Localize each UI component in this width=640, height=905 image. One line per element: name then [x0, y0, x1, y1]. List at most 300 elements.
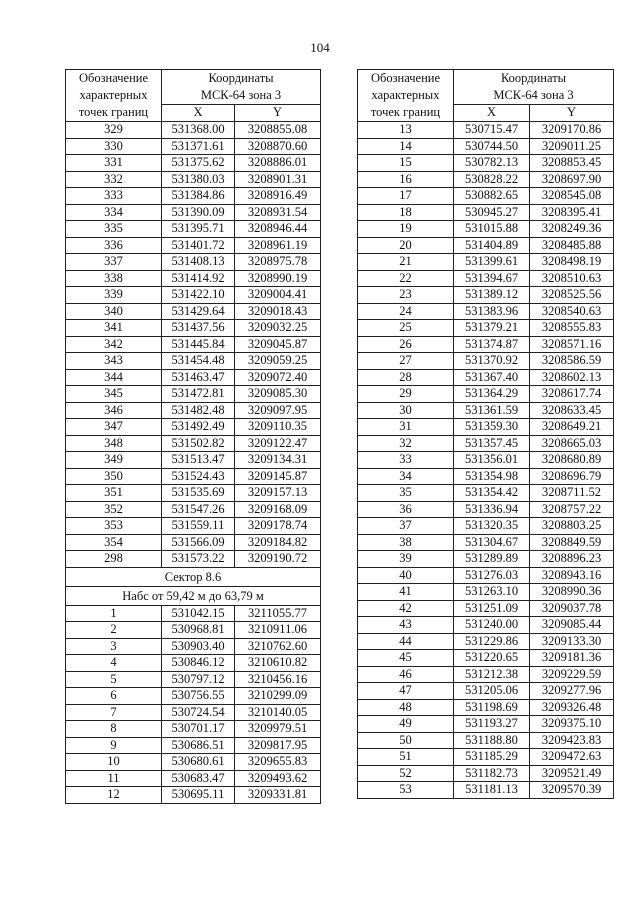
table-row	[66, 320, 321, 337]
table-row	[66, 622, 321, 639]
x-coordinate-cell: 531404.89	[454, 237, 530, 254]
y-coordinate-cell: 3208485.88	[530, 237, 614, 254]
point-id-cell: 351	[66, 485, 162, 502]
page-number: 104	[310, 40, 330, 55]
point-id-cell: 52	[358, 765, 454, 782]
table-row	[66, 704, 321, 721]
coordinates-header-line2: МСК-64 зона 3	[493, 88, 574, 103]
table-row	[66, 435, 321, 452]
point-id-cell: 48	[358, 699, 454, 716]
x-coordinate-cell: 531042.15	[162, 605, 235, 622]
x-coordinate-cell: 531354.98	[454, 468, 530, 485]
point-id-cell: 18	[358, 204, 454, 221]
x-coordinate-cell: 531015.88	[454, 221, 530, 238]
x-header: X	[162, 105, 235, 122]
table-row	[358, 402, 614, 419]
x-coordinate-cell: 530695.11	[162, 787, 235, 804]
point-id-cell: 9	[66, 737, 162, 754]
table-row	[358, 716, 614, 733]
point-id-cell: 344	[66, 369, 162, 386]
y-coordinate-cell: 3209570.39	[530, 782, 614, 799]
y-coordinate-cell: 3208649.21	[530, 419, 614, 436]
x-coordinate-cell: 531395.71	[162, 221, 235, 238]
point-id-cell: 32	[358, 435, 454, 452]
x-coordinate-cell: 531289.89	[454, 551, 530, 568]
table-row	[66, 353, 321, 370]
x-coordinate-cell: 531364.29	[454, 386, 530, 403]
table-row	[66, 369, 321, 386]
y-coordinate-cell: 3208870.60	[235, 138, 321, 155]
y-coordinate-cell: 3210140.05	[235, 704, 321, 721]
y-coordinate-cell: 3209472.63	[530, 749, 614, 766]
point-id-cell: 21	[358, 254, 454, 271]
y-coordinate-cell: 3209521.49	[530, 765, 614, 782]
table-row	[66, 638, 321, 655]
x-coordinate-cell: 531357.45	[454, 435, 530, 452]
y-coordinate-cell: 3209032.25	[235, 320, 321, 337]
x-coordinate-cell: 530683.47	[162, 770, 235, 787]
table-row	[66, 221, 321, 238]
y-coordinate-cell: 3209004.41	[235, 287, 321, 304]
x-coordinate-cell: 531524.43	[162, 468, 235, 485]
x-coordinate-cell: 531198.69	[454, 699, 530, 716]
table-row	[66, 254, 321, 271]
table-row	[358, 171, 614, 188]
x-coordinate-cell: 530756.55	[162, 688, 235, 705]
y-coordinate-cell: 3208946.44	[235, 221, 321, 238]
y-coordinate-cell: 3208525.56	[530, 287, 614, 304]
designation-header-line3: точек границ	[78, 105, 149, 119]
point-id-cell: 24	[358, 303, 454, 320]
x-coordinate-cell: 530744.50	[454, 138, 530, 155]
y-coordinate-cell: 3208849.59	[530, 534, 614, 551]
coordinates-header-line1: Координаты	[208, 71, 274, 86]
y-coordinate-cell: 3208961.19	[235, 237, 321, 254]
point-id-cell: 43	[358, 617, 454, 634]
y-coordinate-cell: 3210456.16	[235, 671, 321, 688]
x-coordinate-cell: 531379.21	[454, 320, 530, 337]
x-coordinate-cell: 531375.62	[162, 155, 235, 172]
y-coordinate-cell: 3209011.25	[530, 138, 614, 155]
table-row	[66, 518, 321, 535]
x-coordinate-cell: 530828.22	[454, 171, 530, 188]
y-coordinate-cell: 3209277.96	[530, 683, 614, 700]
x-coordinate-cell: 530782.13	[454, 155, 530, 172]
point-id-cell: 23	[358, 287, 454, 304]
table-row	[66, 386, 321, 403]
x-coordinate-cell: 531482.48	[162, 402, 235, 419]
table-row	[66, 204, 321, 221]
x-coordinate-cell: 531383.96	[454, 303, 530, 320]
x-coordinate-cell: 531188.80	[454, 732, 530, 749]
table-row	[358, 452, 614, 469]
y-coordinate-cell: 3208943.16	[530, 567, 614, 584]
table-row	[358, 600, 614, 617]
table-row	[358, 237, 614, 254]
point-id-cell: 331	[66, 155, 162, 172]
point-id-cell: 350	[66, 468, 162, 485]
table-row	[66, 787, 321, 804]
designation-header-line2: характерных	[79, 88, 148, 102]
x-coordinate-cell: 530797.12	[162, 671, 235, 688]
x-coordinate-cell: 531361.59	[454, 402, 530, 419]
table-row	[358, 221, 614, 238]
table-row	[358, 749, 614, 766]
table-row	[66, 122, 321, 139]
point-id-cell: 42	[358, 600, 454, 617]
y-header: Y	[530, 105, 614, 122]
x-coordinate-cell: 531370.92	[454, 353, 530, 370]
y-coordinate-cell: 3208896.23	[530, 551, 614, 568]
y-coordinate-cell: 3211055.77	[235, 605, 321, 622]
y-coordinate-cell: 3209178.74	[235, 518, 321, 535]
table-row	[358, 353, 614, 370]
y-coordinate-cell: 3210299.09	[235, 688, 321, 705]
left-table-body-part1	[66, 122, 321, 568]
table-row	[66, 468, 321, 485]
x-coordinate-cell: 531368.00	[162, 122, 235, 139]
point-id-cell: 51	[358, 749, 454, 766]
x-coordinate-cell: 531492.49	[162, 419, 235, 436]
y-coordinate-cell: 3208757.22	[530, 501, 614, 518]
point-id-cell: 10	[66, 754, 162, 771]
y-coordinate-cell: 3208249.36	[530, 221, 614, 238]
x-coordinate-cell: 531276.03	[454, 567, 530, 584]
sector-subtitle-row	[66, 586, 321, 605]
x-coordinate-cell: 531336.94	[454, 501, 530, 518]
table-row	[358, 435, 614, 452]
y-coordinate-cell: 3208975.78	[235, 254, 321, 271]
point-id-cell: 329	[66, 122, 162, 139]
y-coordinate-cell: 3210610.82	[235, 655, 321, 672]
table-row	[66, 501, 321, 518]
x-coordinate-cell: 531354.42	[454, 485, 530, 502]
table-row	[358, 650, 614, 667]
x-coordinate-cell: 530686.51	[162, 737, 235, 754]
table-row	[358, 633, 614, 650]
table-row	[66, 770, 321, 787]
y-coordinate-cell: 3209097.95	[235, 402, 321, 419]
y-coordinate-cell: 3208901.31	[235, 171, 321, 188]
table-row	[358, 287, 614, 304]
point-id-cell: 334	[66, 204, 162, 221]
y-coordinate-cell: 3209168.09	[235, 501, 321, 518]
point-id-cell: 36	[358, 501, 454, 518]
point-id-cell: 2	[66, 622, 162, 639]
x-coordinate-cell: 531356.01	[454, 452, 530, 469]
y-header: Y	[235, 105, 321, 122]
point-id-cell: 349	[66, 452, 162, 469]
x-coordinate-cell: 531445.84	[162, 336, 235, 353]
sector-subtitle: Набс от 59,42 м до 63,79 м	[66, 586, 321, 605]
point-id-cell: 3	[66, 638, 162, 655]
table-row	[66, 171, 321, 188]
x-coordinate-cell: 531513.47	[162, 452, 235, 469]
y-coordinate-cell: 3208990.19	[235, 270, 321, 287]
sector-block	[66, 567, 321, 605]
designation-header-line3: точек границ	[370, 105, 441, 119]
x-coordinate-cell: 531437.56	[162, 320, 235, 337]
point-id-cell: 341	[66, 320, 162, 337]
table-row	[358, 617, 614, 634]
x-coordinate-cell: 531193.27	[454, 716, 530, 733]
sector-title: Сектор 8.6	[66, 567, 321, 586]
y-coordinate-cell: 3208555.83	[530, 320, 614, 337]
table-row	[358, 666, 614, 683]
point-id-cell: 7	[66, 704, 162, 721]
x-coordinate-cell: 530715.47	[454, 122, 530, 139]
table-row	[358, 683, 614, 700]
table-row	[358, 567, 614, 584]
point-id-cell: 11	[66, 770, 162, 787]
y-coordinate-cell: 3209170.86	[530, 122, 614, 139]
y-coordinate-cell: 3209085.30	[235, 386, 321, 403]
x-coordinate-cell: 531573.22	[162, 551, 235, 568]
x-coordinate-cell: 531240.00	[454, 617, 530, 634]
y-coordinate-cell: 3209375.10	[530, 716, 614, 733]
point-id-cell: 348	[66, 435, 162, 452]
point-id-cell: 17	[358, 188, 454, 205]
table-row	[358, 551, 614, 568]
x-coordinate-cell: 531384.86	[162, 188, 235, 205]
point-id-cell: 14	[358, 138, 454, 155]
coordinates-header-line2: МСК-64 зона 3	[200, 88, 282, 103]
right-table-body	[358, 122, 614, 799]
table-row	[358, 732, 614, 749]
point-id-cell: 5	[66, 671, 162, 688]
point-id-cell: 342	[66, 336, 162, 353]
y-coordinate-cell: 3209133.30	[530, 633, 614, 650]
y-coordinate-cell: 3208696.79	[530, 468, 614, 485]
point-id-cell: 6	[66, 688, 162, 705]
point-id-cell: 340	[66, 303, 162, 320]
coordinates-header	[162, 70, 321, 105]
table-row	[66, 270, 321, 287]
point-id-cell: 41	[358, 584, 454, 601]
table-row	[358, 468, 614, 485]
point-id-cell: 298	[66, 551, 162, 568]
y-coordinate-cell: 3208602.13	[530, 369, 614, 386]
point-id-cell: 35	[358, 485, 454, 502]
y-coordinate-cell: 3209181.36	[530, 650, 614, 667]
table-row	[358, 336, 614, 353]
x-coordinate-cell: 531463.47	[162, 369, 235, 386]
y-coordinate-cell: 3208498.19	[530, 254, 614, 271]
x-coordinate-cell: 531394.67	[454, 270, 530, 287]
x-coordinate-cell: 531401.72	[162, 237, 235, 254]
y-coordinate-cell: 3208540.63	[530, 303, 614, 320]
point-id-cell: 16	[358, 171, 454, 188]
table-row	[358, 303, 614, 320]
x-coordinate-cell: 531229.86	[454, 633, 530, 650]
point-id-cell: 352	[66, 501, 162, 518]
table-row	[358, 699, 614, 716]
x-coordinate-cell: 530882.65	[454, 188, 530, 205]
y-coordinate-cell: 3209110.35	[235, 419, 321, 436]
point-id-cell: 332	[66, 171, 162, 188]
table-row	[358, 254, 614, 271]
x-coordinate-cell: 531374.87	[454, 336, 530, 353]
y-coordinate-cell: 3208855.08	[235, 122, 321, 139]
x-coordinate-cell: 531559.11	[162, 518, 235, 535]
point-id-cell: 336	[66, 237, 162, 254]
y-coordinate-cell: 3209817.95	[235, 737, 321, 754]
x-coordinate-cell: 530846.12	[162, 655, 235, 672]
point-id-cell: 346	[66, 402, 162, 419]
x-coordinate-cell: 531359.30	[454, 419, 530, 436]
table-row	[66, 485, 321, 502]
table-row	[66, 754, 321, 771]
y-coordinate-cell: 3208617.74	[530, 386, 614, 403]
y-coordinate-cell: 3208990.36	[530, 584, 614, 601]
designation-header-line1: Обозначение	[370, 71, 441, 85]
designation-header	[66, 70, 162, 122]
table-row	[358, 501, 614, 518]
table-row	[358, 204, 614, 221]
table-row	[66, 737, 321, 754]
x-coordinate-cell: 530903.40	[162, 638, 235, 655]
y-coordinate-cell: 3209134.31	[235, 452, 321, 469]
table-row	[66, 155, 321, 172]
y-coordinate-cell: 3209331.81	[235, 787, 321, 804]
point-id-cell: 338	[66, 270, 162, 287]
x-coordinate-cell: 531399.61	[454, 254, 530, 271]
point-id-cell: 39	[358, 551, 454, 568]
point-id-cell: 44	[358, 633, 454, 650]
y-coordinate-cell: 3208586.59	[530, 353, 614, 370]
x-coordinate-cell: 531185.29	[454, 749, 530, 766]
table-row	[66, 402, 321, 419]
y-coordinate-cell: 3208886.01	[235, 155, 321, 172]
y-coordinate-cell: 3209184.82	[235, 534, 321, 551]
x-coordinate-cell: 530680.61	[162, 754, 235, 771]
table-row	[358, 188, 614, 205]
point-id-cell: 347	[66, 419, 162, 436]
point-id-cell: 45	[358, 650, 454, 667]
coordinates-table-left	[65, 69, 321, 804]
y-coordinate-cell: 3209157.13	[235, 485, 321, 502]
table-row	[358, 765, 614, 782]
point-id-cell: 13	[358, 122, 454, 139]
point-id-cell: 31	[358, 419, 454, 436]
point-id-cell: 19	[358, 221, 454, 238]
point-id-cell: 12	[66, 787, 162, 804]
point-id-cell: 53	[358, 782, 454, 799]
table-row	[358, 782, 614, 799]
y-coordinate-cell: 3208665.03	[530, 435, 614, 452]
point-id-cell: 20	[358, 237, 454, 254]
coordinates-table-right	[357, 69, 614, 799]
point-id-cell: 34	[358, 468, 454, 485]
point-id-cell: 15	[358, 155, 454, 172]
point-id-cell: 49	[358, 716, 454, 733]
point-id-cell: 353	[66, 518, 162, 535]
designation-header	[358, 70, 454, 122]
sector-title-row	[66, 567, 321, 586]
point-id-cell: 337	[66, 254, 162, 271]
table-row	[358, 138, 614, 155]
point-id-cell: 345	[66, 386, 162, 403]
table-row	[66, 303, 321, 320]
table-row	[66, 419, 321, 436]
table-row	[66, 671, 321, 688]
y-coordinate-cell: 3209655.83	[235, 754, 321, 771]
x-coordinate-cell: 531535.69	[162, 485, 235, 502]
table-row	[66, 655, 321, 672]
table-row	[358, 419, 614, 436]
x-coordinate-cell: 531182.73	[454, 765, 530, 782]
table-row	[66, 452, 321, 469]
table-row	[358, 122, 614, 139]
x-coordinate-cell: 531320.35	[454, 518, 530, 535]
y-coordinate-cell: 3209045.87	[235, 336, 321, 353]
table-row	[358, 518, 614, 535]
point-id-cell: 28	[358, 369, 454, 386]
y-coordinate-cell: 3208395.41	[530, 204, 614, 221]
x-header: X	[454, 105, 530, 122]
point-id-cell: 29	[358, 386, 454, 403]
y-coordinate-cell: 3209493.62	[235, 770, 321, 787]
point-id-cell: 335	[66, 221, 162, 238]
y-coordinate-cell: 3209122.47	[235, 435, 321, 452]
y-coordinate-cell: 3208545.08	[530, 188, 614, 205]
x-coordinate-cell: 531389.12	[454, 287, 530, 304]
table-row	[66, 688, 321, 705]
x-coordinate-cell: 531220.65	[454, 650, 530, 667]
point-id-cell: 1	[66, 605, 162, 622]
point-id-cell: 40	[358, 567, 454, 584]
x-coordinate-cell: 531422.10	[162, 287, 235, 304]
point-id-cell: 33	[358, 452, 454, 469]
point-id-cell: 330	[66, 138, 162, 155]
table-row	[358, 369, 614, 386]
coordinates-header-line1: Координаты	[500, 71, 567, 86]
x-coordinate-cell: 531566.09	[162, 534, 235, 551]
designation-header-line2: характерных	[371, 88, 440, 102]
y-coordinate-cell: 3208571.16	[530, 336, 614, 353]
table-row	[358, 485, 614, 502]
x-coordinate-cell: 531205.06	[454, 683, 530, 700]
x-coordinate-cell: 530724.54	[162, 704, 235, 721]
point-id-cell: 30	[358, 402, 454, 419]
point-id-cell: 46	[358, 666, 454, 683]
x-coordinate-cell: 531304.67	[454, 534, 530, 551]
point-id-cell: 339	[66, 287, 162, 304]
x-coordinate-cell: 531547.26	[162, 501, 235, 518]
x-coordinate-cell: 530701.17	[162, 721, 235, 738]
y-coordinate-cell: 3208803.25	[530, 518, 614, 535]
x-coordinate-cell: 531454.48	[162, 353, 235, 370]
x-coordinate-cell: 531502.82	[162, 435, 235, 452]
y-coordinate-cell: 3209326.48	[530, 699, 614, 716]
point-id-cell: 26	[358, 336, 454, 353]
y-coordinate-cell: 3209059.25	[235, 353, 321, 370]
y-coordinate-cell: 3210911.06	[235, 622, 321, 639]
table-row	[358, 320, 614, 337]
y-coordinate-cell: 3208510.63	[530, 270, 614, 287]
point-id-cell: 47	[358, 683, 454, 700]
point-id-cell: 38	[358, 534, 454, 551]
designation-header-line1: Обозначение	[78, 71, 149, 85]
coordinates-header	[454, 70, 614, 105]
x-coordinate-cell: 531251.09	[454, 600, 530, 617]
table-row	[66, 605, 321, 622]
table-row	[66, 534, 321, 551]
x-coordinate-cell: 531429.64	[162, 303, 235, 320]
left-table-body-part2	[66, 605, 321, 803]
point-id-cell: 25	[358, 320, 454, 337]
table-row	[66, 287, 321, 304]
